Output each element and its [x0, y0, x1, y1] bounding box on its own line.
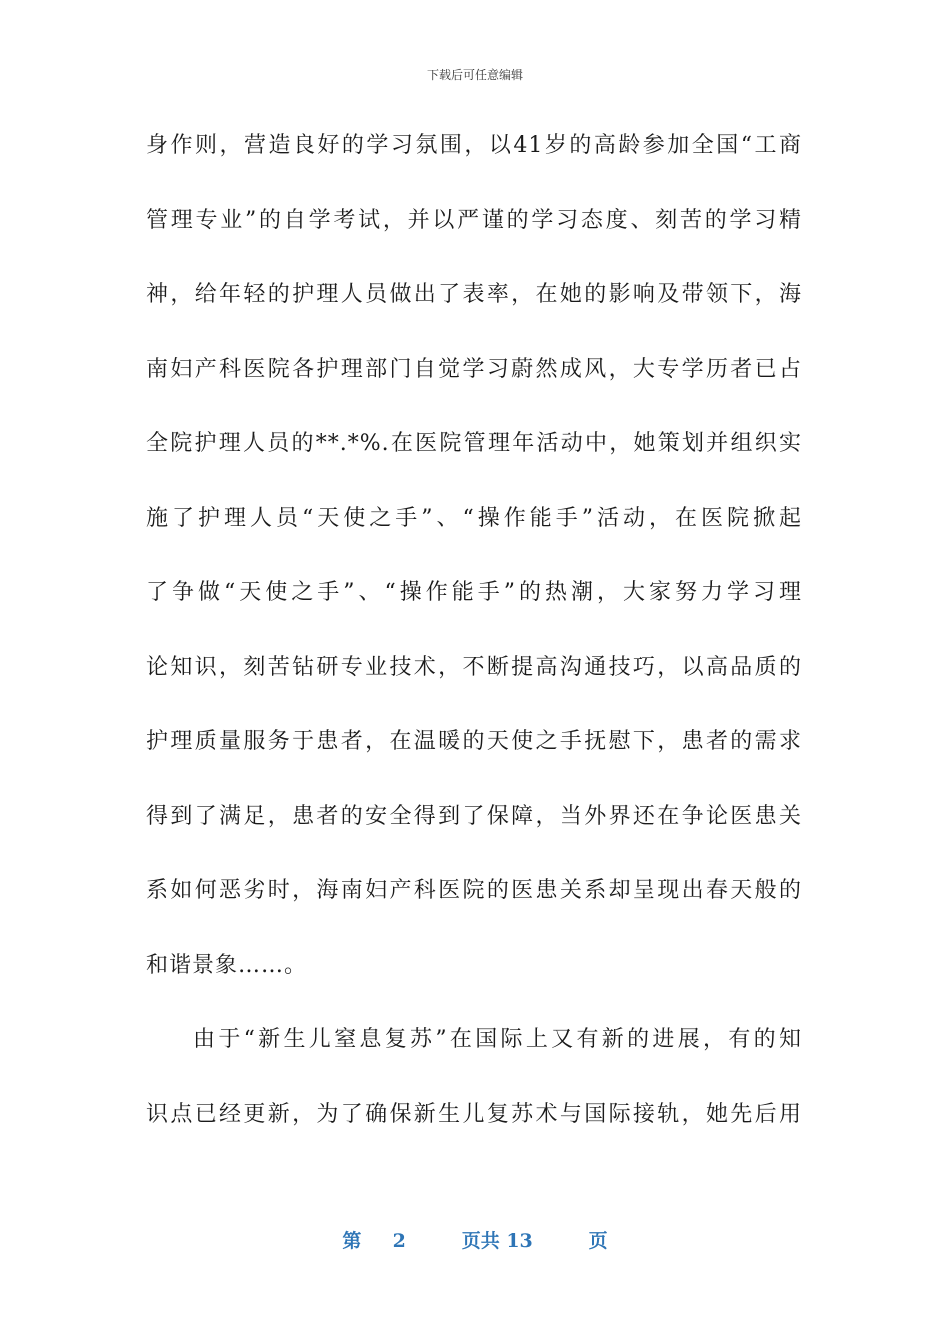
page-number-total: 13: [506, 1230, 533, 1252]
text-line: 识点已经更新，为了确保新生儿复苏术与国际接轨，她先后用: [146, 1101, 802, 1127]
text-line: 施了护理人员“天使之手”、“操作能手”活动，在医院掀起: [146, 505, 802, 531]
text-line: 南妇产科医院各护理部门自觉学习蔚然成风，大专学历者已占: [146, 356, 802, 382]
page-label-suffix: 页: [588, 1230, 608, 1252]
text-line: 护理质量服务于患者，在温暖的天使之手抚慰下，患者的需求: [146, 729, 802, 754]
document-body: [146, 120, 802, 1163]
paragraph: [146, 1014, 802, 1163]
text-line: 身作则，营造良好的学习氛围，以41岁的高龄参加全国“工商: [146, 133, 802, 158]
text-line: 由于“新生儿窒息复苏”在国际上又有新的进展，有的知: [193, 1027, 802, 1052]
page-footer: [0, 1226, 950, 1253]
paragraph: [146, 120, 802, 1014]
text-line: 了争做“天使之手”、“操作能手”的热潮，大家努力学习理: [146, 580, 802, 605]
page-label-middle: 页共: [461, 1230, 500, 1252]
text-line: 全院护理人员的**.*%.在医院管理年活动中，她策划并组织实: [146, 431, 802, 456]
text-line: 管理专业”的自学考试，并以严谨的学习态度、刻苦的学习精: [146, 207, 802, 233]
page-label-prefix: 第: [342, 1230, 362, 1252]
text-line: 论知识，刻苦钻研专业技术，不断提高沟通技巧，以高品质的: [146, 654, 802, 680]
text-line: 和谐景象……。: [146, 952, 308, 978]
text-line: 得到了满足，患者的安全得到了保障，当外界还在争论医患关: [146, 803, 802, 829]
page-number-current: 2: [392, 1230, 406, 1252]
text-line: 神，给年轻的护理人员做出了表率，在她的影响及带领下，海: [146, 282, 802, 307]
text-line: 系如何恶劣时，海南妇产科医院的医患关系却呈现出春天般的: [146, 878, 802, 903]
header-note: 下载后可任意编辑: [426, 68, 523, 82]
